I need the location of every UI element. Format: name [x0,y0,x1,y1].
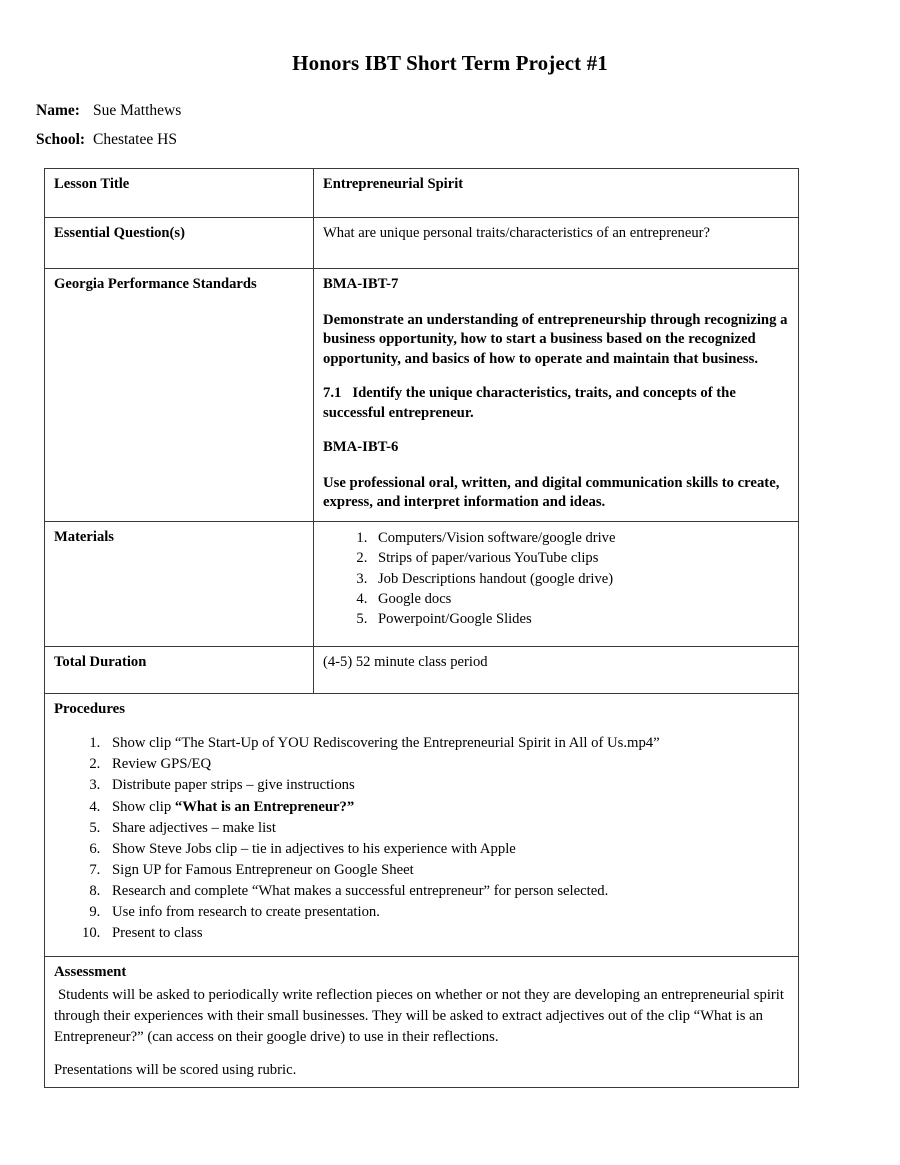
list-item [104,797,790,818]
procedure-text: Show clip “The Start-Up of YOU Rediscovering the Entrepreneurial Spirit in All of Us.mp4” [112,735,660,752]
procedure-text: Sign UP for Famous Entrepreneur on Google Sheet [112,861,414,878]
standards-body [314,269,799,522]
procedure-text: Review GPS/EQ [112,756,212,773]
standards-label: Georgia Performance Standards [45,269,314,522]
list-item: 4. Google docs [371,590,790,610]
list-item [104,902,790,923]
name-value: Sue Matthews [93,102,182,120]
procedure-text: Use info from research to create presentation. [112,903,380,920]
assessment-cell [45,956,799,1087]
table-row-total-duration [45,646,799,693]
list-item [104,775,790,796]
assessment-body [54,985,790,1081]
procedure-text: Present to class [112,924,203,941]
total-duration-label: Total Duration [45,646,314,693]
meta-row-name [36,102,900,120]
standard-text-2: Use professional oral, written, and digital communication skills to create, express, and interpret information and ideas. [323,474,780,511]
essential-question-value: What are unique personal traits/characteristics of an entrepreneur? [314,218,799,269]
list-item: 3. Job Descriptions handout (google drive) [371,570,790,590]
essential-question-label: Essential Question(s) [45,218,314,269]
name-label: Name: [36,102,80,120]
list-item [104,923,790,944]
lesson-title-label: Lesson Title [45,169,314,218]
lesson-title-value: Entrepreneurial Spirit [314,169,799,218]
assessment-label: Assessment [54,963,127,980]
procedures-list [54,733,790,943]
list-item [104,818,790,839]
assessment-spacer [54,1047,790,1060]
list-item [104,733,790,754]
list-item: 1. Computers/Vision software/google drive [371,529,790,549]
procedure-text: Show Steve Jobs clip – tie in adjectives to his experience with Apple [112,840,516,857]
list-item [104,754,790,775]
list-item [104,881,790,902]
list-item: 5. Powerpoint/Google Slides [371,610,790,630]
materials-label: Materials [45,521,314,646]
list-item [104,839,790,860]
total-duration-value: (4-5) 52 minute class period [314,646,799,693]
document-meta [0,102,900,149]
meta-row-school [36,131,900,149]
procedure-emphasis: “What is an Entrepreneur?” [174,798,355,815]
standard-substandard-text: Identify the unique characteristics, traits, and concepts of the successful entrepreneur. [323,385,736,421]
table-row-essential-question [45,218,799,269]
procedures-label: Procedures [54,700,125,717]
table-row-procedures [45,693,799,956]
list-item [104,860,790,881]
materials-list [323,529,790,630]
table-row-assessment [45,956,799,1087]
table-row-lesson-title [45,169,799,218]
procedure-text: Research and complete “What makes a successful entrepreneur” for person selected. [112,882,609,899]
list-item: 2. Strips of paper/various YouTube clips [371,549,790,569]
standard-substandard [323,384,790,423]
assessment-paragraph-2: Presentations will be scored using rubric. [54,1062,297,1079]
lesson-plan-table [44,168,799,1088]
assessment-paragraph-1: Students will be asked to periodically write reflection pieces on whether or not they are developing an entrepreneurial spirit through their experiences with their small businesses. They will be asked to extract adjectives out of the clip “What is an Entrepreneur?” (can access on their google drive) to use in their reflections. [54,987,784,1045]
standard-code-2: BMA-IBT-6 [323,439,399,456]
school-value: Chestatee HS [93,131,177,149]
procedure-text: Distribute paper strips – give instructions [112,777,355,794]
procedure-text: Show clip [112,798,175,815]
table-row-standards [45,269,799,522]
standard-text-1: Demonstrate an understanding of entrepreneurship through recognizing a business opportunity, how to start a business based on the recognized opportunity, and basics of how to operate and maintain that business. [323,311,788,367]
materials-body [314,521,799,646]
procedure-text: Share adjectives – make list [112,819,276,836]
standard-code-1: BMA-IBT-7 [323,276,399,292]
page-title: Honors IBT Short Term Project #1 [292,51,608,75]
standard-substandard-number: 7.1 [323,385,342,402]
procedures-cell [45,693,799,956]
table-row-materials [45,521,799,646]
school-label: School: [36,131,86,149]
